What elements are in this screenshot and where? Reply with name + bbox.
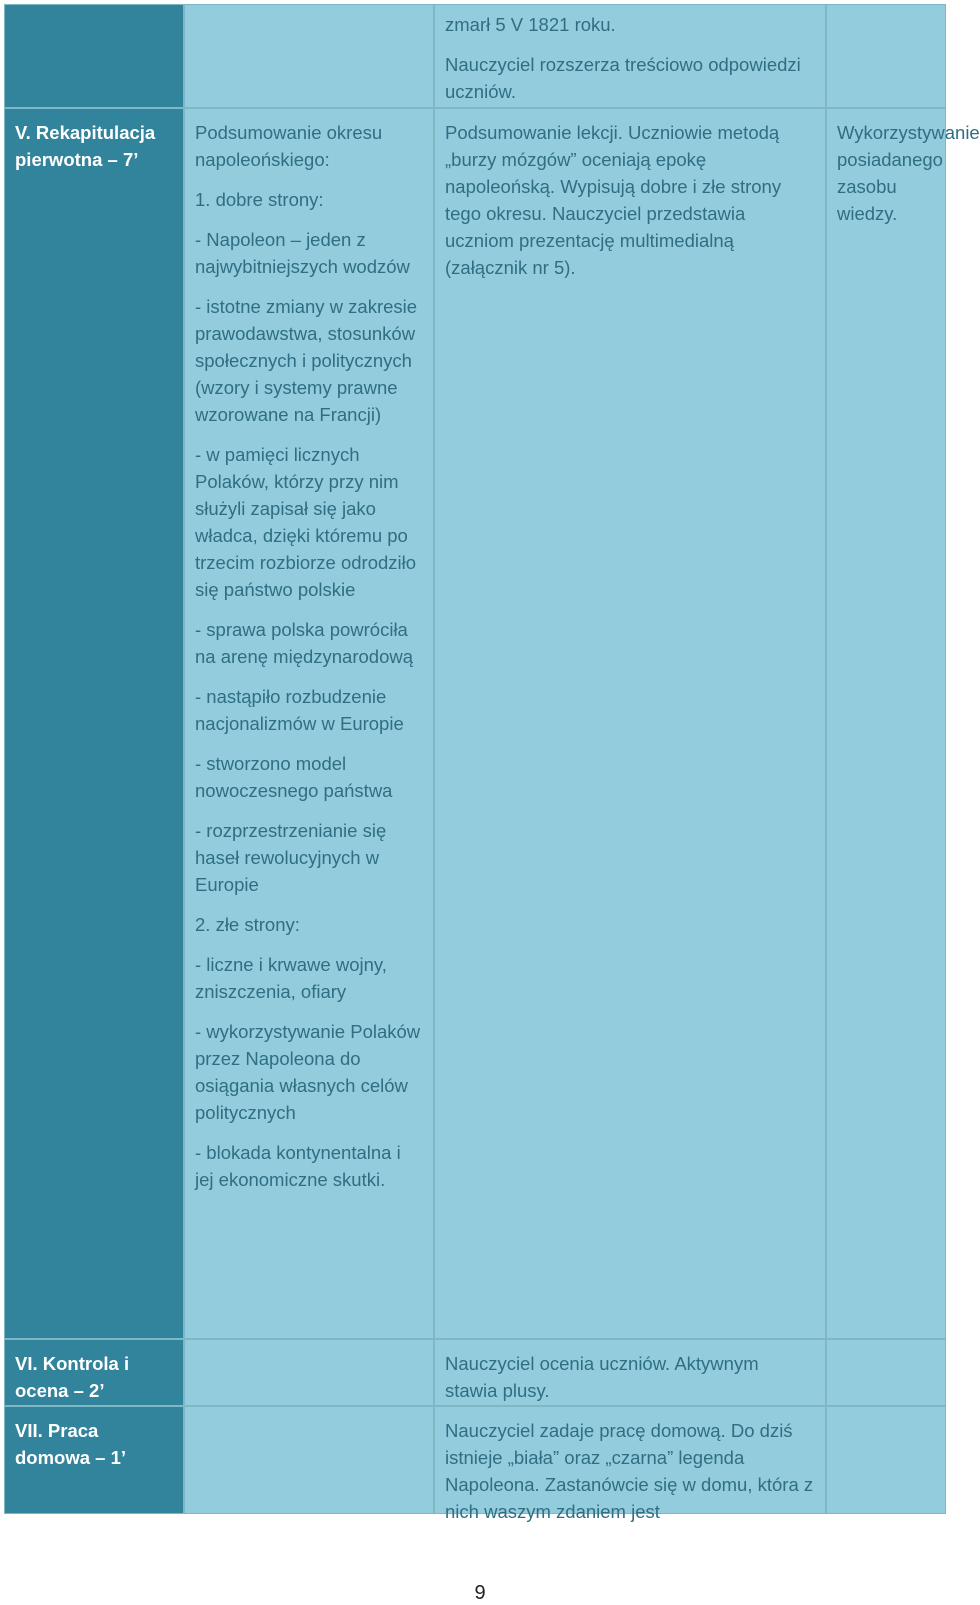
cell-paragraph: - liczne i krwawe wojny, zniszczenia, ofiary [195, 954, 387, 1002]
stage-cell [4, 1339, 184, 1406]
content-cell [184, 4, 434, 108]
cell-paragraph: 2. złe strony: [195, 914, 300, 935]
goals-cell [826, 1339, 946, 1406]
cell-paragraph: zmarł 5 V 1821 roku. [445, 14, 616, 35]
lesson-plan-table [4, 4, 980, 1522]
content-cell [184, 1406, 434, 1514]
cell-paragraph: - stworzono model nowoczesnego państwa [195, 753, 393, 801]
activity-cell [434, 1406, 826, 1522]
activity-cell [434, 4, 826, 108]
goals-cell [826, 108, 980, 1339]
goals-cell [826, 1406, 946, 1514]
cell-paragraph: - w pamięci licznych Polaków, którzy przy nim służyli zapisał się jako władca, dzięki któremu po trzecim rozbiorze odrodziło się państwo polskie [195, 444, 417, 600]
stage-cell [4, 4, 184, 108]
cell-paragraph: - rozprzestrzenianie się haseł rewolucyjnych w Europie [195, 820, 387, 895]
stage-cell [4, 108, 184, 1339]
content-cell [184, 1339, 434, 1406]
cell-paragraph: - nastąpiło rozbudzenie nacjonalizmów w Europie [195, 686, 404, 734]
activity-cell [434, 108, 826, 1339]
content-cell [184, 108, 434, 1339]
page-number: 9 [474, 1582, 486, 1604]
stage-cell [4, 1406, 184, 1514]
cell-paragraph: Nauczyciel rozszerza treściowo odpowiedzi uczniów. [445, 54, 801, 102]
cell-paragraph: - istotne zmiany w zakresie prawodawstwa, stosunków społecznych i politycznych (wzory i systemy prawne wzorowane na Francji) [195, 296, 418, 425]
cell-paragraph: Nauczyciel ocenia uczniów. Aktywnym stawia plusy. [445, 1353, 759, 1401]
activity-cell [434, 1339, 826, 1406]
cell-paragraph: V. Rekapitulacja pierwotna – 7’ [15, 122, 156, 170]
cell-paragraph: Podsumowanie lekcji. Uczniowie metodą „burzy mózgów” oceniają epokę napoleońską. Wypisują dobre i złe strony tego okresu. Nauczyciel przedstawia uczniom prezentację multimedialną (załącznik nr 5). [445, 122, 782, 278]
cell-paragraph: Podsumowanie okresu napoleońskiego: [195, 122, 383, 170]
cell-paragraph: - sprawa polska powróciła na arenę międzynarodową [195, 619, 414, 667]
cell-paragraph: - blokada kontynentalna i jej ekonomiczne skutki. [195, 1142, 401, 1190]
cell-paragraph: 1. dobre strony: [195, 189, 324, 210]
cell-paragraph: Wykorzystywanie posiadanego zasobu wiedzy. [837, 122, 980, 224]
cell-paragraph: - wykorzystywanie Polaków przez Napoleona do osiągania własnych celów politycznych [195, 1021, 421, 1123]
table-row [4, 108, 980, 1339]
cell-paragraph: VI. Kontrola i ocena – 2’ [15, 1353, 130, 1401]
cell-paragraph: Nauczyciel zadaje pracę domową. Do dziś istnieje „biała” oraz „czarna” legenda Napoleona. Zastanówcie się w domu, która z nich waszym zdaniem jest [445, 1420, 814, 1522]
cell-paragraph: - Napoleon – jeden z najwybitniejszych wodzów [195, 229, 410, 277]
goals-cell [826, 4, 946, 108]
cell-paragraph: VII. Praca domowa – 1’ [15, 1420, 127, 1468]
table-row [4, 1339, 956, 1406]
table-row [4, 1406, 956, 1522]
table-row [4, 4, 956, 108]
